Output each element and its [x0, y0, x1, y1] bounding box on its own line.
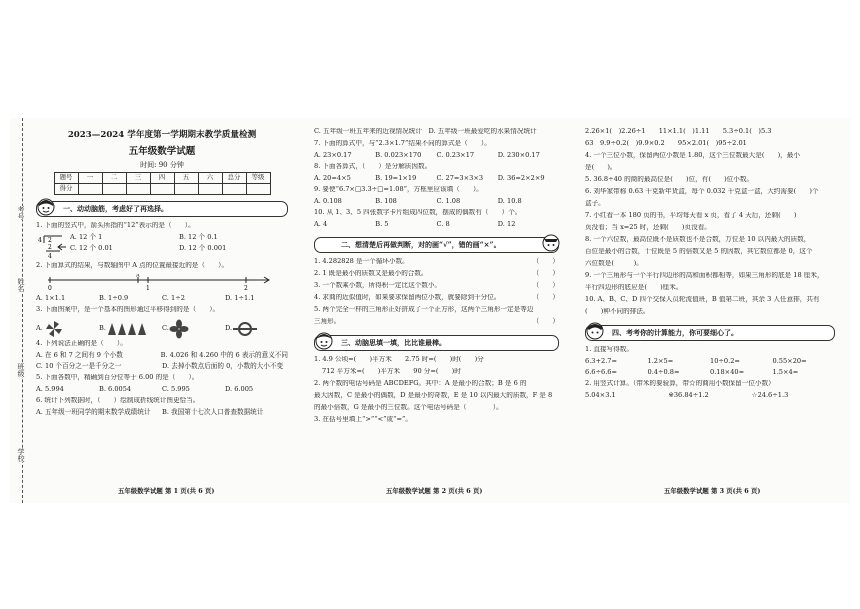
option-d[interactable]: D. 36=2×2×9 — [497, 174, 545, 182]
option-a[interactable]: A. 0.108 — [314, 197, 342, 205]
division-digit: 2 — [48, 237, 52, 245]
calc-item: ☆24.6÷1.3 — [751, 391, 789, 399]
section-4-banner — [585, 325, 835, 341]
calc-item: 5.04×3.1 — [585, 391, 616, 399]
calc-row — [585, 392, 835, 403]
pinwheel-icon — [43, 319, 65, 339]
score-cell[interactable] — [78, 184, 102, 195]
judgement-3 — [314, 282, 559, 294]
fill-4: 4. 一个三位小数，保留两位小数是 1.80，这个三位数最大是( )，最小 — [585, 152, 800, 159]
question-1-body — [36, 234, 288, 262]
section-2-title: 二、想清楚后再做判断，对的画“√”，错的画“×”。 — [341, 239, 501, 249]
question-1-options-row — [70, 245, 288, 256]
option-d[interactable]: D. 6.005 — [225, 385, 254, 393]
option-d[interactable]: D. 1÷1.1 — [225, 294, 255, 302]
binding-label-exam-number: 考号 — [14, 206, 28, 220]
division-digit: 4 — [48, 253, 52, 261]
fill-8-continued: 百位是最小的合数，十位既是 5 的倍数又是 5 的因数，其它数位都是 0，这个 — [585, 248, 813, 255]
binding-label-class: 班级 — [14, 363, 28, 377]
question-6-options — [36, 409, 288, 420]
question-1: 1. 下面的竖式中，箭头所指的“12”表示的是（ ）。 — [36, 222, 195, 230]
option-a[interactable]: A. 1×1.1 — [36, 294, 66, 302]
division-digit: 2 — [48, 244, 52, 252]
question-7-options — [314, 152, 559, 163]
option-c[interactable]: C. 10 个百分之一是千分之一 — [36, 362, 122, 370]
fill-4-continued: 是( )。 — [585, 164, 617, 171]
fill-3: 3. 在括号里填上“>”“<”或“=”。 — [314, 416, 412, 423]
answer-paren[interactable]: （ ） — [532, 281, 559, 289]
page-2 — [314, 128, 559, 428]
number-line-label: 0 — [48, 285, 52, 293]
question-10-options — [314, 221, 559, 232]
exam-time: 时间: 90 分钟 — [140, 160, 184, 169]
score-header-cell: 题号 — [54, 173, 78, 184]
score-cell[interactable] — [102, 184, 126, 195]
division-digit: 4 — [38, 237, 42, 245]
section-1-title: 一、动动脑筋，考虑好了再选择。 — [63, 203, 168, 213]
question-5-options — [36, 386, 288, 397]
option-b[interactable]: B. 1÷0.9 — [99, 294, 129, 302]
option-a[interactable]: A. 五年级一班同学的期末数学成绩统计 — [36, 408, 151, 416]
binding-strip — [12, 118, 32, 503]
option-b[interactable]: B. 0.023×170 — [375, 151, 422, 159]
calc-item: 1.5×4= — [772, 368, 799, 376]
option-c[interactable] — [162, 319, 225, 339]
number-line-figure — [36, 274, 276, 292]
question-4: 4. 下列说法正确的是（ ）。 — [36, 340, 127, 347]
score-header-cell: 总分 — [222, 173, 246, 184]
page-1 — [36, 128, 288, 420]
judgement-1-text: 1. 4.282828 是一个循环小数。 — [314, 258, 409, 265]
question-10: 10. 从 1、3、5 四张数字卡片组成四位数，摆成的偶数有（ ）个。 — [314, 209, 522, 216]
binding-label-school: 学校 — [14, 448, 28, 462]
calc-item: 6.6÷6.6= — [585, 368, 618, 376]
option-c[interactable]: C. 8 — [436, 220, 450, 228]
question-6: 6. 统计下列数据时，（ ）绘制成折线统计图更恰当。 — [36, 397, 200, 404]
answer-paren[interactable]: （ ） — [532, 293, 559, 301]
section-2-banner — [314, 237, 559, 253]
fill-6: 6. 刘华家带称 0.63 千克新年货盒，每个 0.032 千克盒一盒，大约需要( )个 — [585, 188, 819, 195]
exam-title: 2023—2024 学年度第一学期期末教学质量检测 — [67, 130, 257, 140]
option-d-label: D. — [225, 324, 233, 333]
compare-row-3: 63 9.9÷0.2( )9.9×0.2 95×2.01( )95÷2.01 — [585, 140, 747, 147]
option-b-label: B. — [99, 324, 106, 333]
fill-8-continued: 六位数是( )。 — [585, 260, 643, 267]
score-cell[interactable] — [198, 184, 222, 195]
question-9-options — [314, 198, 559, 209]
number-line-label: A — [136, 274, 140, 279]
judgement-4 — [314, 294, 559, 306]
long-division-figure — [36, 234, 70, 262]
option-b[interactable]: B. 108 — [375, 197, 397, 205]
fill-8: 8. 一个六位数，最高位既不是质数也不是合数，万位是 10 以内最大的质数， — [585, 236, 811, 243]
option-d[interactable]: D. 230×0.17 — [497, 151, 540, 159]
score-cell[interactable] — [126, 184, 150, 195]
section-4-title: 四、考考你的计算能力，你可要细心了。 — [612, 327, 738, 337]
answer-paren[interactable]: （ ） — [532, 317, 559, 325]
score-header-cell: 六 — [198, 173, 222, 184]
option-a[interactable]: A. 5.994 — [36, 385, 64, 393]
score-header-cell: 四 — [150, 173, 174, 184]
question-3-options — [36, 318, 288, 340]
binding-label-name: 姓名 — [14, 278, 28, 292]
number-line-label: 1 — [146, 285, 150, 293]
fill-1: 1. 4.9 公顷=( )平方米 2.75 时=( )时( )分 — [314, 356, 484, 363]
score-table-header — [54, 173, 270, 184]
question-9: 9. 要使“6.7×□3.3÷□=1.08”，方框里应该填（ ）。 — [314, 186, 483, 193]
calc-1: 1. 直接写得数。 — [585, 346, 633, 353]
mascot-icon — [540, 232, 562, 254]
score-cell[interactable] — [222, 184, 246, 195]
option-b[interactable]: B. 我国第十七次人口普查数据统计 — [162, 408, 264, 416]
score-table-row — [54, 184, 270, 195]
question-2-options — [36, 295, 288, 306]
question-8-options — [314, 175, 559, 186]
page-3-footer: 五年级数学试题 第 3 页(共 6 页) — [664, 487, 761, 495]
score-cell[interactable] — [246, 184, 270, 195]
calc-item: 0.55×20= — [772, 357, 807, 365]
option-b[interactable] — [99, 321, 162, 337]
flower-icon — [169, 319, 189, 339]
option-d[interactable]: D. 12 个 0.001 — [179, 244, 227, 253]
score-row-label: 得分 — [54, 184, 78, 195]
option-b[interactable]: B. 4.026 和 4.260 中的 6 表示的意义不同 — [160, 351, 288, 359]
question-3: 3. 下面图案中，是一个基本的图形通过平移得到的是（ ）。 — [36, 306, 220, 313]
option-c[interactable]: C. 12 个 0.01 — [70, 244, 113, 253]
option-d[interactable]: D. 10.8 — [497, 197, 522, 205]
page-3 — [585, 128, 835, 403]
judgement-5-text: 三角形。 — [314, 318, 341, 325]
score-header-cell: 一 — [78, 173, 102, 184]
fill-2-continued: 的最小倍数，G 是最小的三位数。这个电话号码是（ ）。 — [314, 404, 503, 411]
score-header-cell: 三 — [126, 173, 150, 184]
section-3-title: 三、动脑思填一填，比比谁最棒。 — [341, 337, 446, 347]
option-c[interactable]: C. 1.08 — [436, 197, 461, 205]
option-c[interactable]: C. 0.23×17 — [436, 151, 475, 159]
score-header-cell: 五 — [174, 173, 198, 184]
calc-item: ※36.84÷1.2 — [668, 391, 709, 399]
translated-figures-icon — [106, 321, 146, 337]
symmetric-figure-icon — [232, 319, 258, 339]
answer-paren[interactable]: （ ） — [532, 257, 559, 265]
section-1-banner — [36, 201, 288, 217]
fill-9: 9. 一个三角形与一个平行四边形的高和面积都相等，如果三角形的底是 18 厘米， — [585, 272, 824, 279]
judgement-5: 5. 两个完全一样的三角形正好拼成了一个正方形，这两个三角形一定是等边 — [314, 306, 534, 313]
option-c[interactable]: C. 5.995 — [162, 385, 190, 393]
score-header-cell: 等级 — [246, 173, 270, 184]
option-c-label: C. — [162, 324, 169, 333]
judgement-2 — [314, 270, 559, 282]
option-b[interactable]: B. 19=1×19 — [375, 174, 417, 182]
calc-2: 2. 用竖式计算。（带米的要验算，带☆的商用小数保留一位小数） — [585, 380, 775, 387]
mascot-icon — [584, 320, 606, 342]
option-d[interactable]: D. 12 — [497, 220, 516, 228]
calc-item: 6.3+2.7= — [585, 357, 618, 365]
score-header-cell: 二 — [102, 173, 126, 184]
exam-subtitle: 五年级数学试题 — [128, 146, 196, 158]
calc-item: 10÷0.2= — [710, 357, 740, 365]
option-a[interactable]: A. 在 6 和 7 之间有 9 个小数 — [36, 351, 123, 359]
question-7: 7. 下面的算式中，与“2.3×1.7”结果不同的算式是（ ）。 — [314, 140, 491, 147]
fill-6-continued: 盒子。 — [585, 200, 605, 207]
fill-1-continued: 712 平方米=( )平方米 90 分=( )时 — [322, 368, 461, 375]
number-line-label: 2 — [244, 285, 248, 293]
option-d[interactable] — [225, 319, 288, 339]
calc-row — [585, 369, 835, 380]
fill-2-continued: 最大因数，C 是最小的偶数，D 是最小的奇数，E 是 10 以内最大的质数，F 是 8 — [314, 392, 553, 399]
option-a[interactable] — [36, 319, 99, 339]
calc-item: 0.4÷0.8= — [647, 368, 680, 376]
option-b[interactable]: B. 5 — [375, 220, 389, 228]
question-6-continued: C. 五年级一班五年来的近视情况统计 D. 五年级一班最爱吃的水果情况统计 — [314, 128, 537, 135]
compare-row-1: 2.26×1( )2.26÷1 11×1.1( )1.11 5.3÷0.1( )5.3 — [585, 128, 772, 135]
option-a-label: A. — [36, 324, 43, 333]
question-8: 8. 下面各算式，（ ）是分解质因数。 — [314, 163, 432, 170]
judgement-1 — [314, 258, 559, 270]
fill-7-continued: 页没看；当 x=25 时，还剩( )页没看。 — [585, 224, 711, 231]
option-a[interactable]: A. 12 个 1 — [70, 233, 103, 242]
calc-item: 0.18×40= — [710, 368, 745, 376]
option-d[interactable]: D. 去掉小数点后面的 0，小数的大小不变 — [162, 362, 284, 370]
judgement-3-text: 3. 一个数乘小数，所得积一定比这个数小。 — [314, 282, 442, 289]
option-a[interactable]: A. 4 — [314, 220, 328, 228]
page-2-footer: 五年级数学试题 第 2 页(共 6 页) — [386, 487, 483, 495]
binding-cut-line — [22, 118, 23, 503]
section-3-banner — [314, 335, 559, 351]
option-a[interactable]: A. 23×0.17 — [314, 151, 352, 159]
question-4-options-row — [36, 363, 288, 374]
judgement-5-continued — [314, 318, 559, 330]
option-c[interactable]: C. 1÷2 — [162, 294, 185, 302]
mascot-icon — [35, 196, 57, 218]
option-a[interactable]: A. 20=4×5 — [314, 174, 351, 182]
judgement-4-text: 4. 求商的近似值时，如果要求保留两位小数，就要除到千分位。 — [314, 294, 501, 301]
option-c[interactable]: C. 27=3×3×3 — [436, 174, 484, 182]
fill-10: 10. A、B、C、D 四个交保人员轮流值班，B 值第二班，其余 3 人任意排，共有 — [585, 296, 820, 303]
judgement-2-text: 2. 1 既是最小的质数又是最小的合数。 — [314, 270, 428, 277]
answer-paren[interactable]: （ ） — [532, 269, 559, 277]
score-table — [54, 172, 271, 195]
mascot-icon — [313, 330, 335, 352]
question-5: 5. 下面各数中，精确到百分位等于 6.00 的是（ ）。 — [36, 374, 199, 381]
fill-2: 2. 两个数的电话号码是 ABCDEFG。其中：A 是最小的合数；B 是 6 的 — [314, 380, 527, 387]
option-b[interactable]: B. 12 个 0.1 — [179, 233, 218, 242]
option-b[interactable]: B. 6.0054 — [99, 385, 132, 393]
fill-10-continued: ( )种不同的排法。 — [585, 308, 650, 315]
fill-5: 5. 36.8÷40 的商的最高位是( )位，有( )位小数。 — [585, 176, 754, 183]
page-1-footer: 五年级数学试题 第 1 页(共 6 页) — [118, 487, 215, 495]
score-cell[interactable] — [150, 184, 174, 195]
question-2: 2. 下面算式的结果，与数轴图中 A 点的位置最接近的是（ ）。 — [36, 262, 229, 270]
fill-7: 7. 小红看一本 180 页的书，平均每天看 x 页，看了 4 天后，还剩( ) — [585, 212, 797, 219]
calc-item: 1.2×5= — [647, 357, 674, 365]
score-cell[interactable] — [174, 184, 198, 195]
fill-9-continued: 平行四边形的底应是( )厘米。 — [585, 284, 683, 291]
